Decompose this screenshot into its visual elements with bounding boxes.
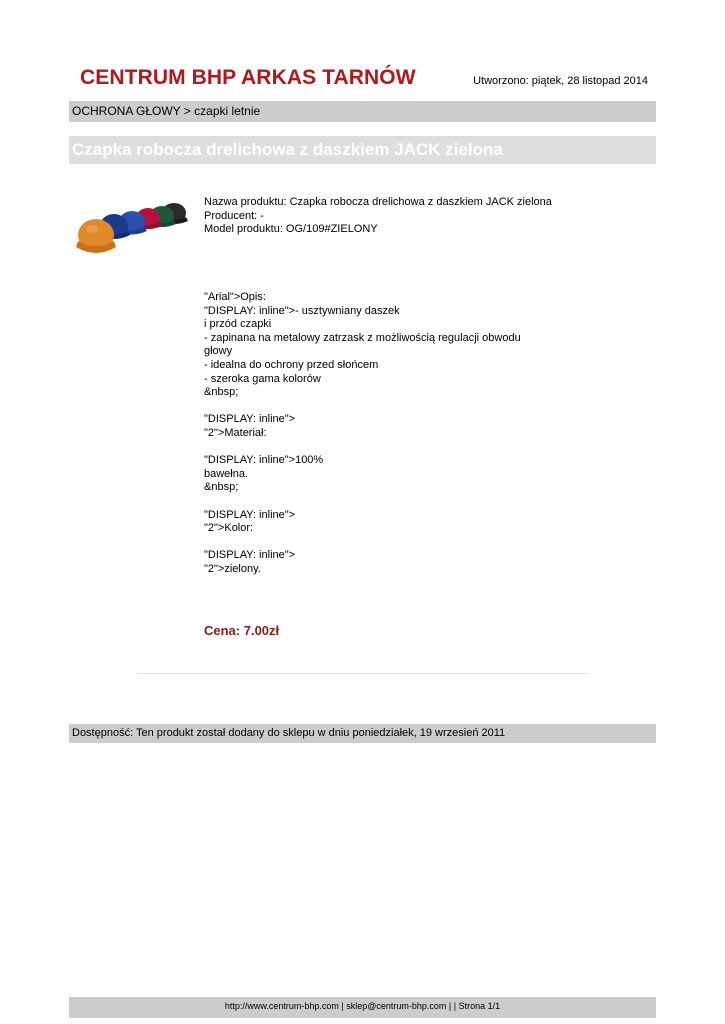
product-price: Cena: 7.00zł xyxy=(204,623,280,638)
model-line: Model produktu: OG/109#ZIELONY xyxy=(204,223,378,236)
page-title: CENTRUM BHP ARKAS TARNÓW xyxy=(80,66,416,89)
producer-line: Producent: - xyxy=(204,209,264,222)
breadcrumb: OCHRONA GŁOWY > czapki letnie xyxy=(69,101,656,122)
product-details xyxy=(204,196,552,237)
created-date: Utworzono: piątek, 28 listopad 2014 xyxy=(473,75,648,87)
product-description: "Arial">Opis: "DISPLAY: inline">- usztywniany daszek i przód czapki - zapinana na metalowy zatrzask z możliwością regulacji obwodu głowy - idealna do ochrony przed słońcem - szeroka gama kolorów &nbsp; "DISPLAY: inline"> "2">Materiał: "DISPLAY: inline">100% bawełna. &nbsp; "DISPLAY: inline"> "2">Kolor: "DISPLAY: inline"> "2">zielony. xyxy=(204,291,521,575)
product-name-line: Nazwa produktu: Czapka robocza drelichowa z daszkiem JACK zielona xyxy=(204,196,552,208)
divider xyxy=(137,673,587,674)
page-footer: http://www.centrum-bhp.com | sklep@centrum-bhp.com | | Strona 1/1 xyxy=(69,997,656,1018)
product-title-bar: Czapka robocza drelichowa z daszkiem JACK zielona xyxy=(69,136,656,164)
availability-bar: Dostępność: Ten produkt został dodany do sklepu w dniu poniedziałek, 19 wrzesień 2011 xyxy=(69,724,656,743)
product-image xyxy=(70,195,194,263)
